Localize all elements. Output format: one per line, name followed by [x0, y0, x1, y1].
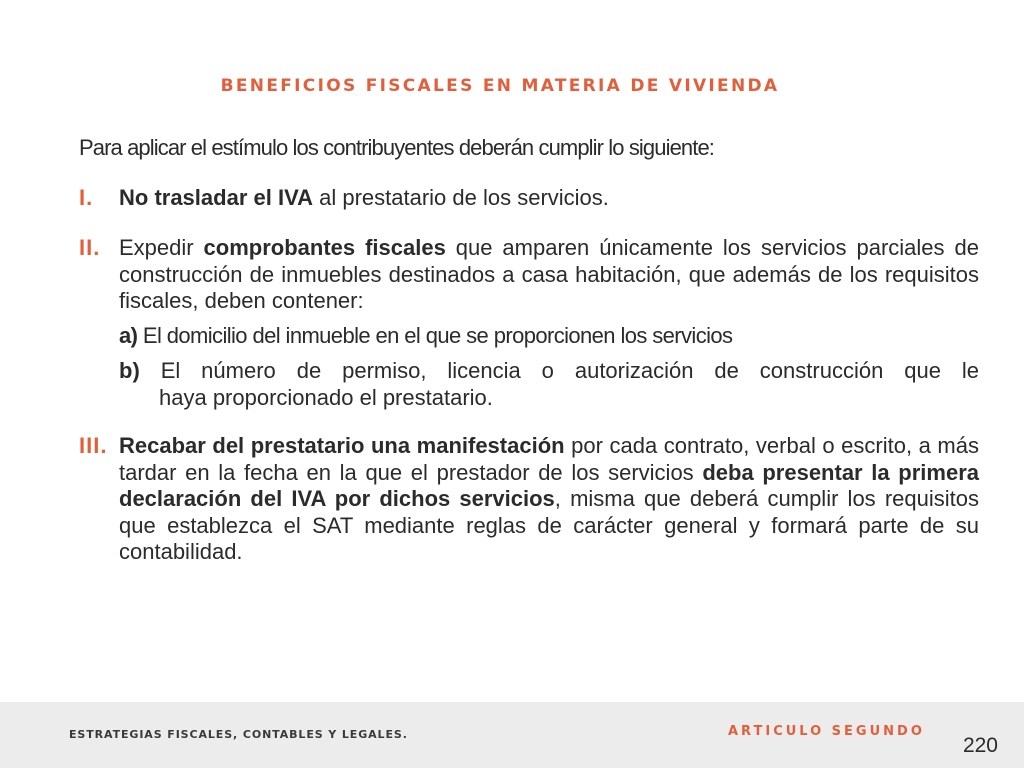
footer-section: ARTICULO SEGUNDO: [728, 724, 925, 739]
intro-text: Para aplicar el estímulo los contribuyentes deberán cumplir lo siguiente:: [79, 135, 715, 160]
sub-item-a: [119, 323, 979, 350]
item-i-bold: No trasladar el IVA: [119, 185, 313, 210]
list-item-ii: [79, 235, 979, 315]
numeral-iii: III.: [79, 433, 108, 458]
sub-item-b-text: El número de permiso, licencia o autorización de construcción que le: [139, 358, 979, 383]
sub-item-b: [119, 358, 979, 411]
item-i-text: [119, 185, 979, 212]
item-ii-bold: comprobantes fiscales: [203, 235, 446, 260]
footer-company: ESTRATEGIAS FISCALES, CONTABLES Y LEGALES.: [69, 728, 408, 741]
item-i-rest: al prestatario de los servicios.: [313, 185, 609, 210]
item-iii-text-1: por cada contrato, verbal o escrito, a más tardar en la fecha en la que el prestador de los servicios: [119, 433, 979, 485]
footer-bar: [0, 702, 1024, 768]
slide-title: BENEFICIOS FISCALES EN MATERIA DE VIVIENDA: [220, 76, 780, 96]
item-iii-bold-2: deba presentar la primera declaración del IVA por dichos servicios: [119, 459, 979, 511]
numeral-ii: II.: [79, 235, 101, 260]
item-ii-lead: Expedir: [119, 235, 204, 260]
page-number: 220: [962, 734, 998, 757]
item-ii-text: [119, 235, 979, 315]
item-iii-text: [119, 433, 979, 566]
numeral-i: I.: [79, 185, 94, 210]
sub-item-b-label: b): [119, 358, 140, 383]
list-item-iii: [79, 433, 979, 566]
item-iii-bold-1: Recabar del prestatario una manifestación: [119, 433, 565, 458]
sub-item-a-text: El domicilio del inmueble en el que se proporcionen los servicios: [137, 323, 733, 348]
sub-item-a-label: a): [119, 323, 138, 348]
sub-item-b-line: [119, 358, 979, 385]
sub-item-b-continuation: haya proporcionado el prestatario.: [159, 384, 493, 410]
list-item-i: [79, 185, 979, 212]
item-iii-text-2: , misma que deberá cumplir los requisitos que establezca el SAT mediante reglas de carácter general y formará parte de su contabilidad.: [119, 486, 979, 564]
item-ii-rest: que amparen únicamente los servicios parciales de construcción de inmuebles destinados a casa habitación, que además de los requisitos fiscales, deben contener:: [119, 235, 979, 313]
